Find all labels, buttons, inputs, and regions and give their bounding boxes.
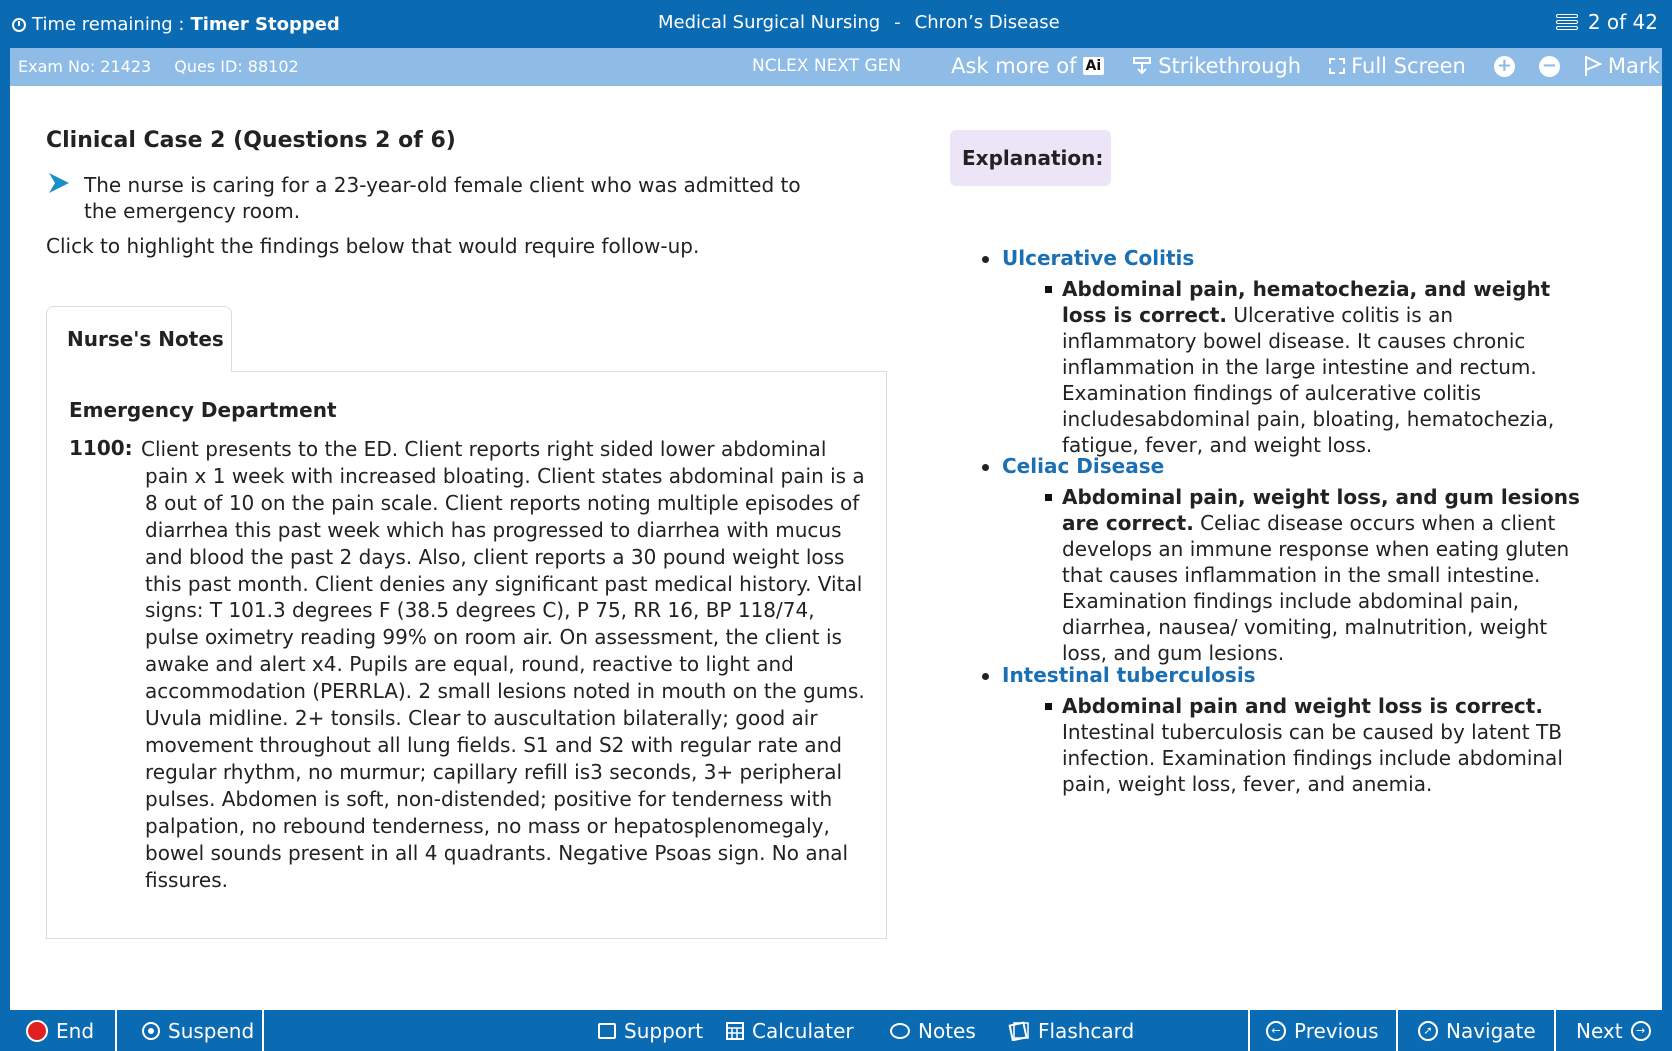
question-counter[interactable] [1556,10,1658,34]
notes-label: Notes [918,1018,976,1043]
topic-title: Chron’s Disease [914,12,1060,33]
arrow-left-icon: ← [1266,1021,1286,1041]
ask-ai-button[interactable] [951,54,1104,78]
timer [12,14,340,35]
navigate-label: Navigate [1446,1018,1536,1043]
bottom-bar [0,1010,1672,1051]
condition-heading: Intestinal tuberculosis [982,663,1582,687]
strikethrough-button[interactable] [1132,54,1301,78]
toolbar [10,48,1662,86]
zoom-out-button[interactable]: − [1539,56,1560,77]
divider [115,1010,117,1051]
full-screen-icon [1329,58,1345,74]
stop-icon [26,1020,48,1042]
clock-icon [12,18,26,32]
mark-button[interactable] [1584,54,1660,78]
flashcard-icon [1008,1021,1030,1041]
previous-button[interactable] [1266,1010,1379,1051]
explanation-item [982,246,1582,458]
explanation-label: Explanation: [950,130,1111,186]
divider [1396,1010,1398,1051]
flashcard-button[interactable] [1008,1010,1134,1051]
calculator-button[interactable] [726,1010,854,1051]
ask-ai-label: Ask more of [951,54,1077,78]
condition-body [1062,276,1582,458]
progress-text: 2 of 42 [1587,10,1658,34]
condition-verdict: Abdominal pain, hematochezia, and weight loss is correct. [1062,277,1551,327]
suspend-button[interactable] [142,1010,254,1051]
arrow-right-icon: → [1631,1021,1651,1041]
condition-body [1062,693,1582,797]
compass-icon: ➚ [1418,1021,1438,1041]
explanation-item [982,663,1582,797]
notes-button[interactable] [890,1010,976,1051]
exam-info [18,57,317,76]
timer-value: Timer Stopped [190,14,340,35]
notes-icon [890,1023,910,1039]
nurses-notes-panel [46,371,887,939]
top-bar [0,0,1672,48]
condition-heading: Ulcerative Colitis [982,246,1582,270]
support-icon [598,1023,616,1039]
condition-text: Ulcerative colitis is an inflammatory bowel disease. It causes chronic inflammation in the large intestine and rectum. Examination findings of aulcerative colitis includesabdominal pain, bloating, hematochezia, fatigue, fever, and weight loss. [1062,303,1555,457]
end-label: End [56,1018,95,1043]
support-label: Support [624,1018,704,1043]
scenario-text: The nurse is caring for a 23-year-old female client who was admitted to the emergency room. [84,173,801,223]
mark-label: Mark [1607,54,1660,78]
divider [1554,1010,1556,1051]
title-separator: - [894,12,901,33]
strikethrough-icon [1132,56,1152,76]
condition-text: Intestinal tuberculosis can be caused by latent TB infection. Examination findings include abdominal pain, weight loss, fever, and anemia. [1062,720,1563,796]
calculator-icon [726,1022,744,1040]
arrow-icon [48,172,70,194]
suspend-label: Suspend [168,1018,255,1043]
exam-type: NCLEX NEXT GEN [752,56,902,76]
strikethrough-label: Strikethrough [1158,54,1302,78]
toolbar-tools [752,54,1672,78]
condition-body [1062,484,1582,666]
divider [1248,1010,1250,1051]
previous-label: Previous [1294,1018,1379,1043]
question-list-icon[interactable] [1556,14,1578,30]
zoom-in-button[interactable]: + [1494,56,1515,77]
tab-nurses-notes[interactable]: Nurse's Notes [46,306,232,372]
next-button[interactable] [1576,1010,1651,1051]
timer-label: Time remaining : [32,14,185,35]
exam-number: Exam No: 21423 [18,57,152,76]
case-title: Clinical Case 2 (Questions 2 of 6) [46,128,456,153]
end-button[interactable] [26,1010,94,1051]
next-label: Next [1576,1018,1623,1043]
support-button[interactable] [598,1010,703,1051]
ai-icon: Ai [1083,57,1105,75]
instruction: Click to highlight the findings below that would require follow-up. [46,234,700,258]
exam-title [658,12,1060,33]
suspend-icon [142,1022,160,1040]
note-time: 1100: [69,436,133,460]
question-id: Ques ID: 88102 [174,57,299,76]
navigate-button[interactable] [1418,1010,1536,1051]
condition-text: Celiac disease occurs when a client develops an immune response when eating gluten that causes inflammation in the small intestine. Examination findings include abdominal pain, diarrhea, nausea/ vomiting, malnutrition, weight loss, and gum lesions. [1062,511,1570,665]
main-content [10,86,1662,1010]
flag-icon [1584,55,1602,77]
full-screen-label: Full Screen [1351,54,1466,78]
condition-heading: Celiac Disease [982,454,1582,478]
full-screen-button[interactable] [1329,54,1466,78]
note-text[interactable]: Client presents to the ED. Client reports right sided lower abdominal pain x 1 week with increased bloating. Client states abdominal pain is a 8 out of 10 on the pain scale. Client reports noting multiple episodes of diarrhea this past week which has progressed to diarrhea with mucus and blood the past 2 days. Also, client reports a 30 pound weight loss this past month. Client denies any significant past medical history. Vital signs: T 101.3 degrees F (38.5 degrees C), P 75, RR 16, BP 118/74, pulse oximetry reading 99% on room air. On assessment, the client is awake and alert x4. Pupils are equal, round, reactive to light and accommodation (PERRLA). 2 small lesions noted in mouth on the gums. Uvula midline. 2+ tonsils. Clear to auscultation bilaterally; good air movement throughout all lung fields. S1 and S2 with regular rate and regular rhythm, no murmur; capillary refill is3 seconds, 3+ peripheral pulses. Abdomen is soft, non-distended; positive for tenderness with palpation, no rebound tenderness, no mass or hepatosplenomegaly, bowel sounds present in all 4 quadrants. Negative Psoas sign. No anal fissures. [141,437,865,892]
section-title: Emergency Department [69,398,337,422]
scenario [46,172,826,224]
condition-verdict: Abdominal pain, weight loss, and gum lesions are correct. [1062,485,1580,535]
condition-verdict: Abdominal pain and weight loss is correct. [1062,694,1543,718]
subject-title: Medical Surgical Nursing [658,12,881,33]
flashcard-label: Flashcard [1038,1018,1135,1043]
divider [262,1010,264,1051]
calculator-label: Calculater [752,1018,854,1043]
explanation-item [982,454,1582,666]
